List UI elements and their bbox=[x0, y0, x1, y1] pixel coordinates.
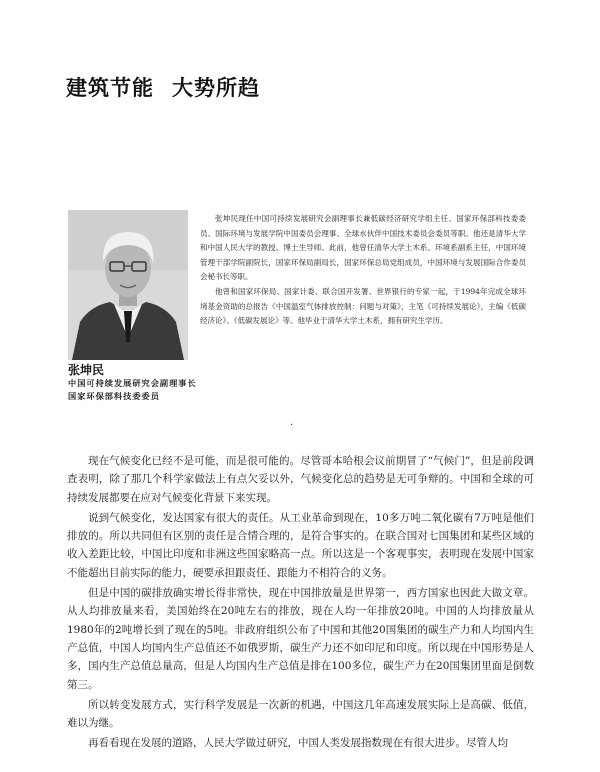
author-portrait-image bbox=[68, 210, 188, 360]
article-body bbox=[67, 452, 534, 753]
author-title-line1: 中国可持续发展研究会副理事长 bbox=[68, 378, 197, 388]
author-photo bbox=[68, 210, 188, 360]
separator-mark: · bbox=[290, 420, 294, 431]
body-paragraph: 但是中国的碳排放确实增长得非常快，现在中国排放量是世界第一，西方国家也因此大做文章。从人均排放量来看，美国始终在20吨左右的排放，现在人均一年排放20吨。中国的人均排放量从1980年的2吨增长到了现在的5吨。非政府组织公布了中国和其他20国集团的碳生产力和人均国内生产总值，中国人均国内生产总值还不如俄罗斯，碳生产力还不如印尼和印度。所以现在中国形势是人多，国内生产总值总量高，但是人均国内生产总值是排在100多位，碳生产力在20国集团里面是倒数第三。 bbox=[67, 587, 534, 691]
body-paragraph: 现在气候变化已经不是可能，而是很可能的。尽管哥本哈根会议前期冒了“气候门”，但是前段调查表明，除了那几个科学家做法上有点欠妥以外，气候变化总的趋势是无可争辩的。中国和全球的可持续发展都要在应对气候变化背景下来实现。 bbox=[67, 455, 534, 504]
author-bio-paragraph: 他曾和国家环保局、国家计委、联合国开发署、世界银行的专家一起，于1994年完成全球环境基金资助的总报告《中国温室气体排放控制：问题与对策》，主笔《可持续发展论》，主编《低碳经济论》、《低碳发展论》等。他毕业于清华大学土木系，拥有研究生学历。 bbox=[200, 286, 526, 326]
body-paragraph: 所以转变发展方式，实行科学发展是一次新的机遇，中国这几年高速发展实际上是高碳、低值，难以为继。 bbox=[67, 698, 534, 730]
body-paragraph: 说到气候变化，发达国家有很大的责任。从工业革命到现在，10多万吨二氧化碳有7万吨是他们排放的。所以共同但有区别的责任是合情合理的，是符合事实的。在联合国对七国集团和某些区域的收入差距比较，中国比印度和非洲这些国家略高一点。所以这是一个客观事实，表明现在发展中国家不能超出目前实际的能力，硬要承担跟责任、跟能力不相符合的义务。 bbox=[67, 511, 534, 579]
author-title-line2: 国家环保部科技委委员 bbox=[68, 391, 160, 401]
body-paragraph: 再看看现在发展的道路，人民大学做过研究，中国人类发展指数现在有很大进步。尽管人均 bbox=[88, 737, 508, 750]
author-bio-paragraph: 张坤民现任中国可持续发展研究会副理事长兼低碳经济研究学组主任、国家环保部科技委委员、国际环境与发展学院中国委员会理事、全球水伙伴中国技术委员会委员等职。他还是清华大学和中国人民大学的教授、博士生导师。此前，他曾任清华大学土木系、环境系副系主任，中国环境管理干部学院副院长，国家环保局副局长，国家环保总局党组成员，中国环境与发展国际合作委员会秘书长等职。 bbox=[200, 214, 526, 282]
author-name: 张坤民 bbox=[68, 363, 105, 377]
author-bio bbox=[200, 212, 526, 329]
article-title-part2: 大势所趋 bbox=[172, 76, 260, 100]
article-title bbox=[66, 72, 260, 102]
article-title-part1: 建筑节能 bbox=[66, 76, 154, 100]
